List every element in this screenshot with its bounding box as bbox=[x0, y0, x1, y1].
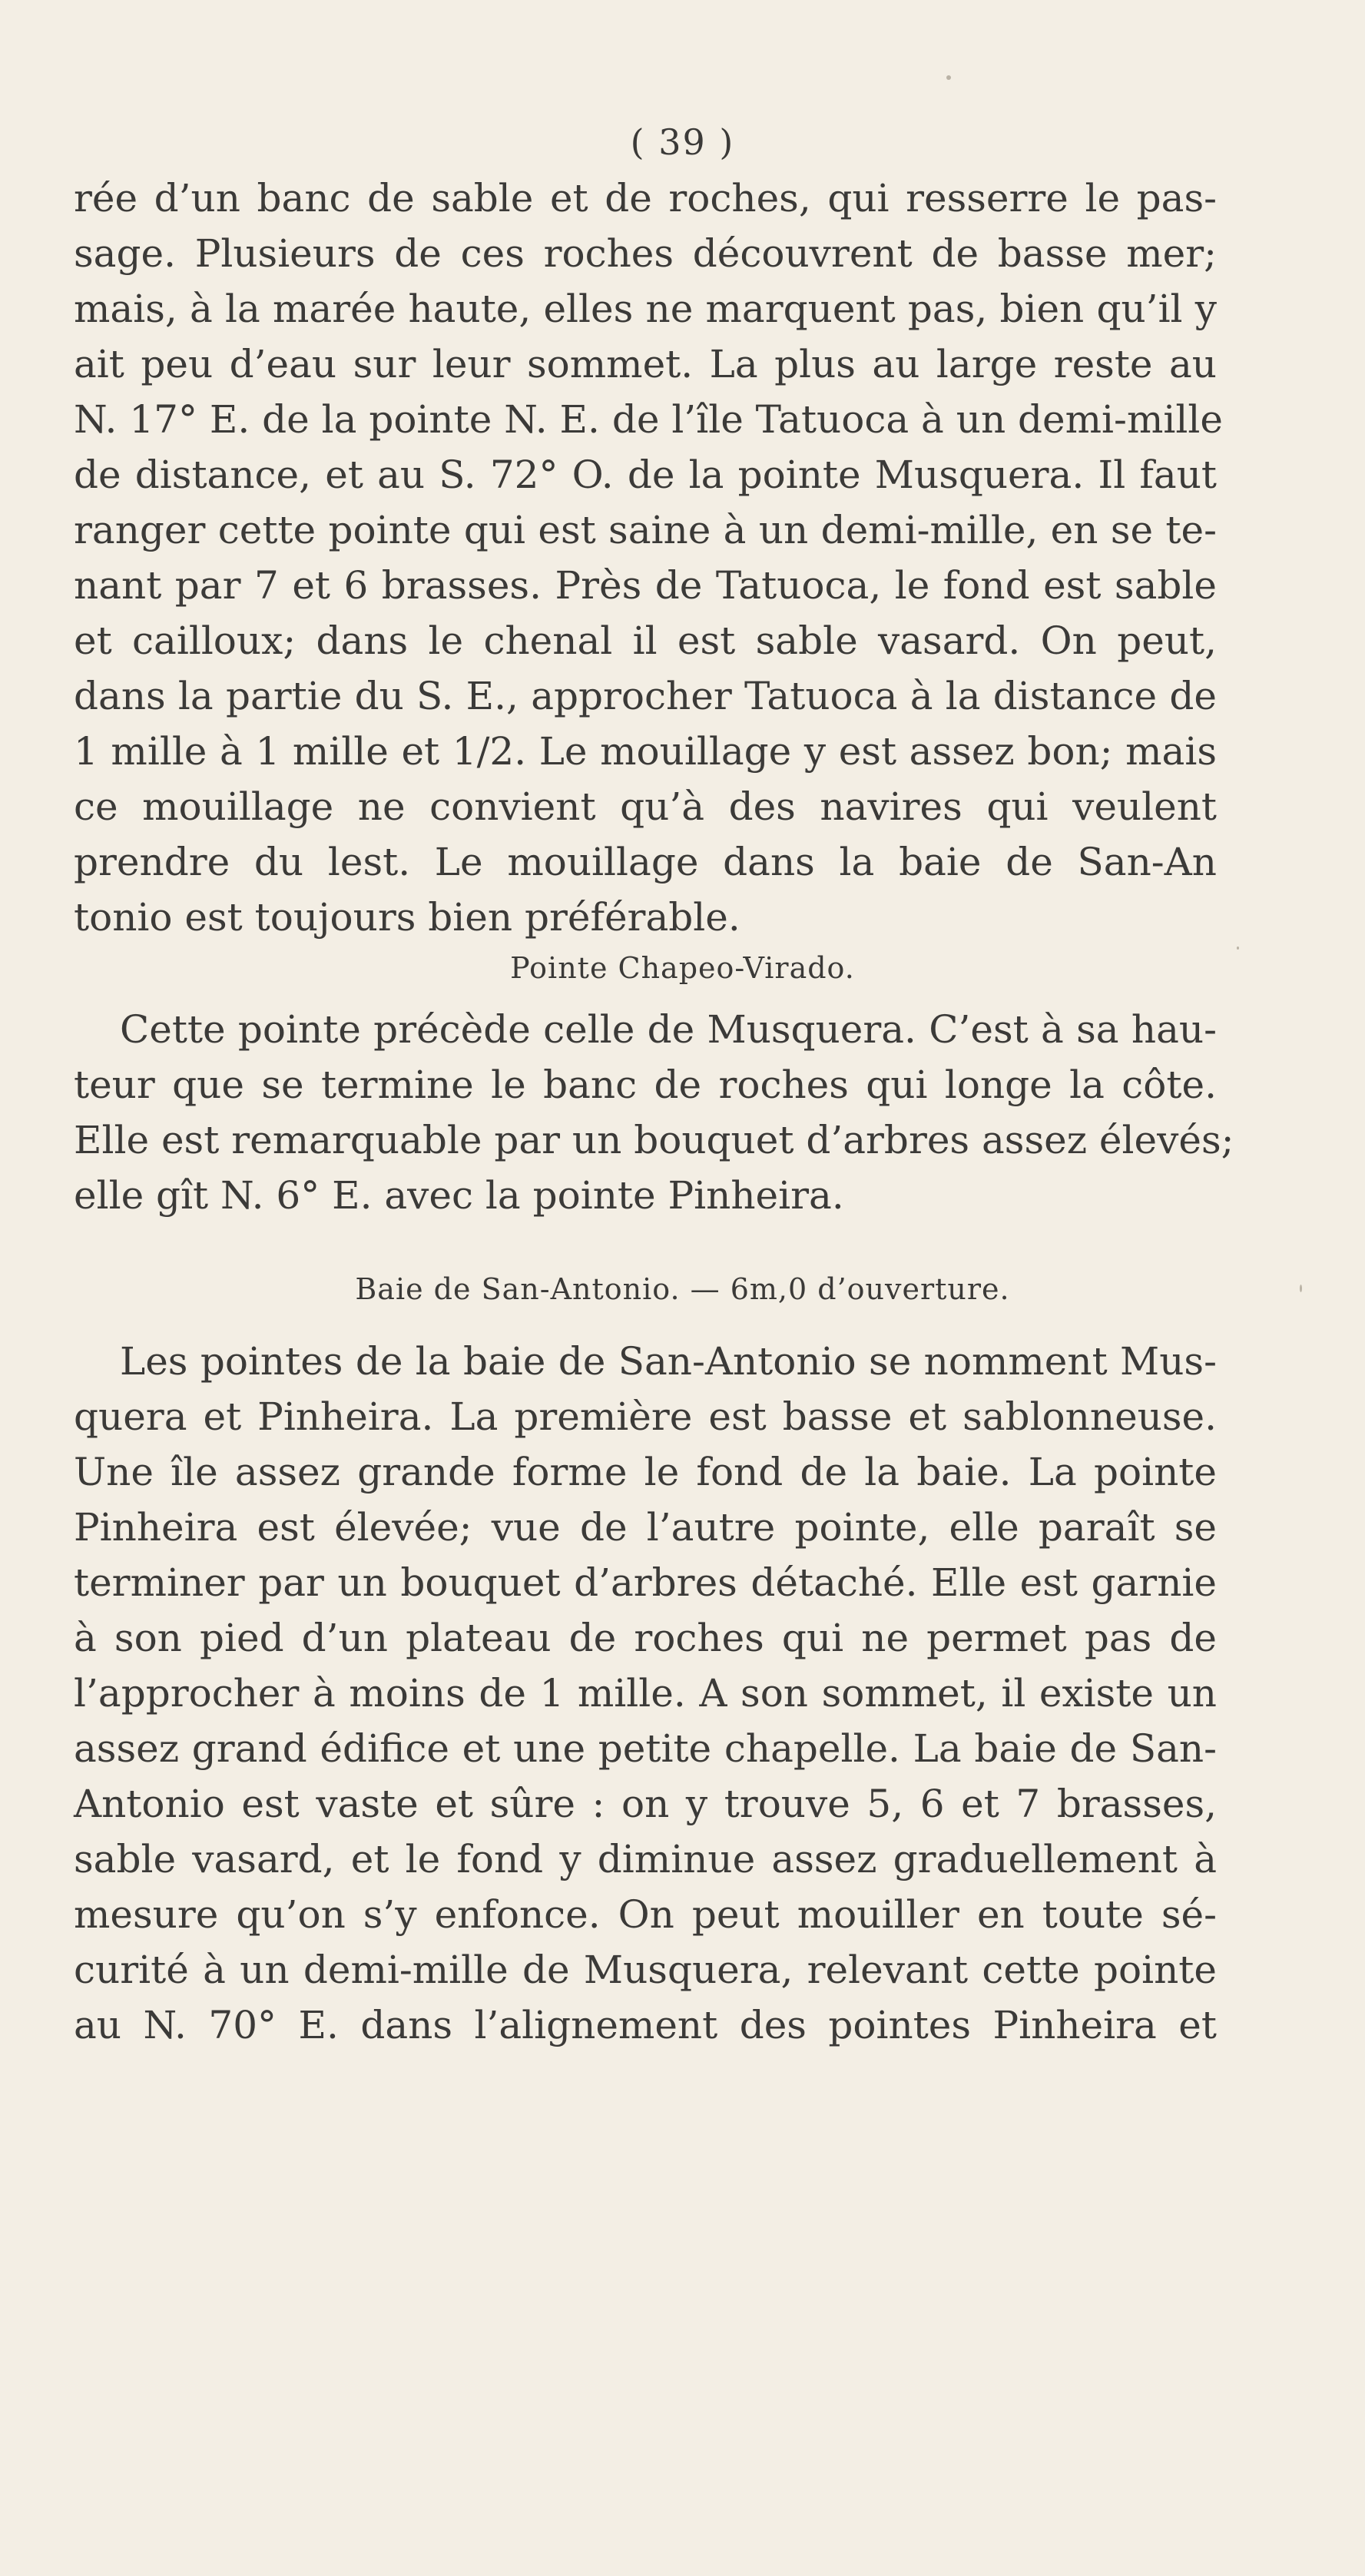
paragraph-san-antonio bbox=[74, 1334, 1217, 2053]
text-line: de distance, et au S. 72° O. de la pointe Musquera. Il faut bbox=[74, 453, 1217, 497]
paragraph-continued bbox=[74, 171, 1223, 945]
text-line: et cailloux; dans le chenal il est sable vasard. On peut, bbox=[74, 618, 1217, 663]
text-line: assez grand édifice et une petite chapelle. La baie de San- bbox=[74, 1726, 1217, 1771]
text-line: teur que se termine le banc de roches qui longe la côte. bbox=[74, 1063, 1217, 1107]
text-line: l’approcher à moins de 1 mille. A son sommet, il existe un bbox=[74, 1671, 1217, 1716]
text-line: Une île assez grande forme le fond de la baie. La pointe bbox=[74, 1450, 1217, 1494]
text-line: tonio est toujours bien préférable. bbox=[74, 895, 740, 940]
text-line: nant par 7 et 6 brasses. Près de Tatuoca, le fond est sable bbox=[74, 563, 1217, 608]
text-line: prendre du lest. Le mouillage dans la baie de San-An bbox=[74, 840, 1217, 884]
text-line: mesure qu’on s’y enfonce. On peut mouiller en toute sé- bbox=[74, 1892, 1217, 1937]
text-line: Antonio est vaste et sûre : on y trouve 5, 6 et 7 brasses, bbox=[74, 1782, 1217, 1826]
text-line: curité à un demi-mille de Musquera, relevant cette pointe bbox=[74, 1948, 1217, 1992]
text-line: sage. Plusieurs de ces roches découvrent de basse mer; bbox=[74, 231, 1217, 276]
paragraph-chapeo-virado bbox=[74, 1002, 1234, 1223]
text-line: mais, à la marée haute, elles ne marquent pas, bien qu’il y bbox=[74, 287, 1217, 331]
text-line: ait peu d’eau sur leur sommet. La plus au large reste au bbox=[74, 342, 1217, 386]
text-line: Pinheira est élevée; vue de l’autre pointe, elle paraît se bbox=[74, 1505, 1217, 1550]
text-line: Les pointes de la baie de San-Antonio se nomment Mus- bbox=[120, 1339, 1217, 1384]
paper-speck bbox=[1237, 947, 1239, 950]
text-line: dans la partie du S. E., approcher Tatuoca à la distance de bbox=[74, 674, 1217, 718]
text-line: 1 mille à 1 mille et 1/2. Le mouillage y est assez bon; mais bbox=[74, 729, 1217, 774]
text-line: sable vasard, et le fond y diminue assez graduellement à bbox=[74, 1837, 1217, 1881]
text-line: au N. 70° E. dans l’alignement des pointes Pinheira et bbox=[74, 2003, 1217, 2047]
text-line: Elle est remarquable par un bouquet d’arbres assez élevés; bbox=[74, 1118, 1234, 1162]
text-line: Cette pointe précède celle de Musquera. C’est à sa hau- bbox=[120, 1007, 1217, 1052]
page-number: ( 39 ) bbox=[630, 121, 735, 163]
paper-speck bbox=[946, 75, 951, 80]
text-line: ce mouillage ne convient qu’à des navires qui veulent bbox=[74, 784, 1217, 829]
section-heading-san-antonio: Baie de San-Antonio. — 6m,0 d’ouverture. bbox=[355, 1272, 1010, 1306]
text-line: rée d’un banc de sable et de roches, qui resserre le pas- bbox=[74, 176, 1217, 220]
text-line: quera et Pinheira. La première est basse et sablonneuse. bbox=[74, 1394, 1217, 1439]
section-heading-chapeo-virado: Pointe Chapeo-Virado. bbox=[510, 951, 855, 985]
text-line: terminer par un bouquet d’arbres détaché. Elle est garnie bbox=[74, 1560, 1217, 1605]
text-line: N. 17° E. de la pointe N. E. de l’île Tatuoca à un demi-mille bbox=[74, 397, 1223, 442]
text-line: ranger cette pointe qui est saine à un demi-mille, en se te- bbox=[74, 508, 1217, 552]
text-line: elle gît N. 6° E. avec la pointe Pinheira. bbox=[74, 1173, 844, 1218]
text-line: à son pied d’un plateau de roches qui ne permet pas de bbox=[74, 1616, 1217, 1660]
